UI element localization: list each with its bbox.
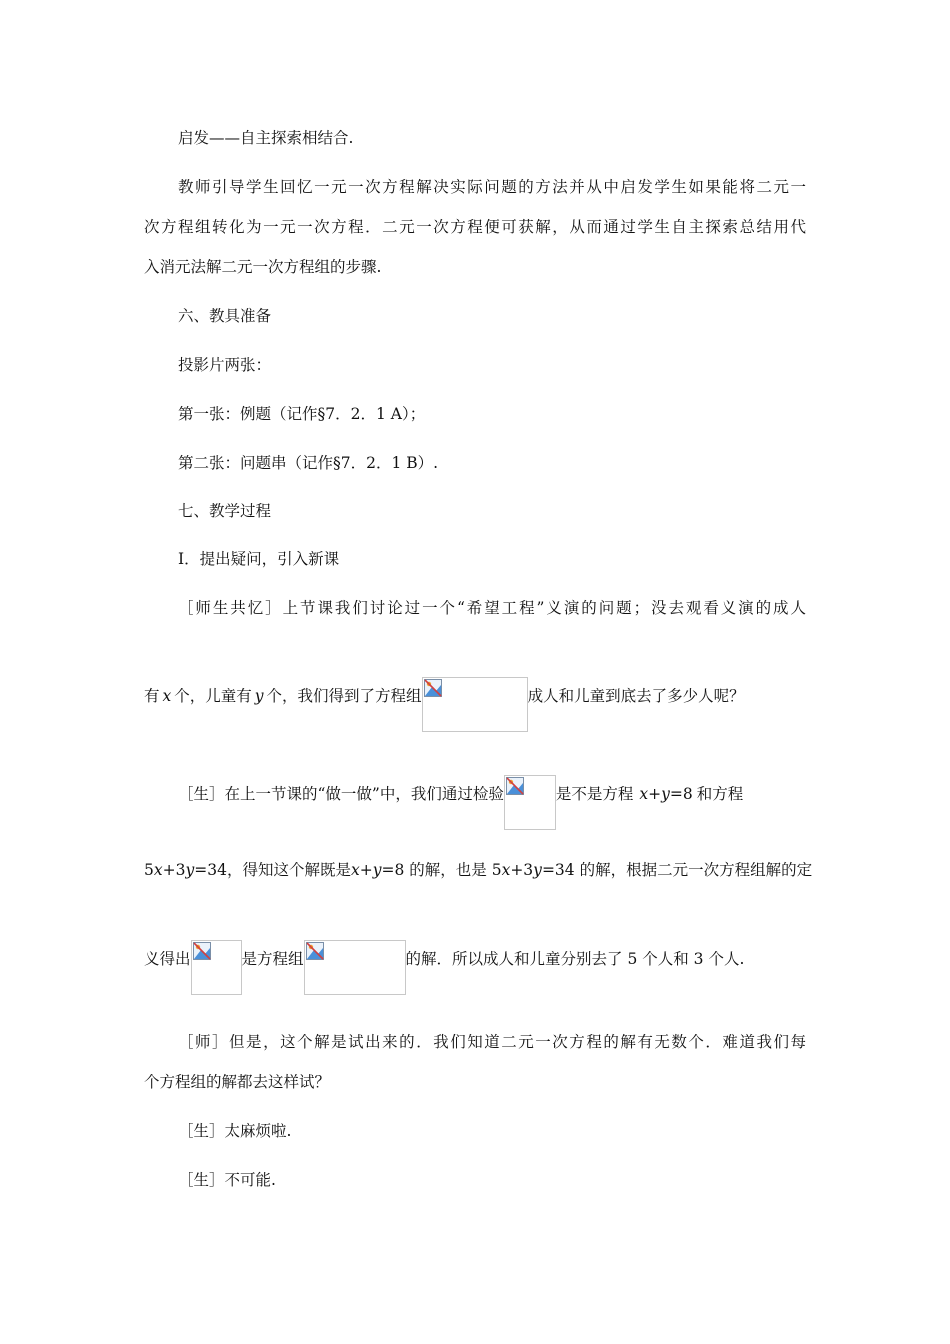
paragraph-student-check	[0, 775, 950, 830]
text: 义得出	[144, 950, 191, 968]
paragraph-teacher-guide-line3	[0, 256, 950, 278]
text: 成人和儿童到底去了多少人呢？	[527, 687, 745, 705]
paragraph-student-reply-1	[0, 1120, 950, 1142]
paragraph-student-reply-2	[0, 1169, 950, 1191]
text: 次方程组转化为一元一次方程．二元一次方程便可获解，从而通过学生自主探索总结用代	[144, 218, 806, 236]
broken-image-icon	[193, 942, 211, 960]
text: ［生］不可能.	[178, 1171, 276, 1189]
broken-image-icon	[506, 777, 524, 795]
solution-image-placeholder	[191, 940, 242, 995]
text: ［师生共忆］上节课我们讨论过一个“希望工程”义演的问题；没去观看义演的成人	[178, 599, 806, 617]
math-y: y	[372, 861, 382, 879]
math-x: x	[162, 687, 172, 705]
paragraph-teacher-question-line1	[0, 1031, 950, 1053]
text: 教师引导学生回忆一元一次方程解决实际问题的方法并从中启发学生如果能将二元一	[178, 178, 806, 196]
text: ［师］但是，这个解是试出来的．我们知道二元一次方程的解有无数个．难道我们每	[178, 1033, 806, 1051]
math-y: y	[254, 687, 264, 705]
heading-process	[0, 500, 950, 522]
text: 个方程组的解都去这样试？	[144, 1073, 331, 1091]
text: 第一张：例题（记作§7．2．1 A）；	[178, 405, 426, 423]
math-x: x	[639, 785, 649, 803]
paragraph-definition	[0, 940, 950, 995]
text: Ⅰ．提出疑问，引入新课	[178, 550, 340, 568]
text: 是不是方程	[555, 785, 634, 803]
paragraph-slides	[0, 354, 950, 376]
math-y: y	[533, 861, 542, 879]
math-y: y	[185, 861, 195, 879]
paragraph-recall	[0, 597, 950, 619]
solution-image-placeholder	[504, 775, 556, 830]
heading-tools	[0, 305, 950, 327]
text: 投影片两张：	[178, 356, 272, 374]
text: +	[359, 861, 373, 879]
text: 的解．所以成人和儿童分别去了 5 个人和 3 个人.	[405, 950, 745, 968]
paragraph-teacher-guide-line1	[0, 176, 950, 198]
text: +3	[510, 861, 534, 879]
paragraph-teacher-question-line2	[0, 1071, 950, 1093]
text: ［生］在上一节课的“做一做”中，我们通过检验	[178, 785, 504, 803]
equation-image-placeholder	[304, 940, 406, 995]
text: 有	[144, 687, 160, 705]
equation-image-placeholder	[422, 677, 528, 732]
paragraph-method	[0, 127, 950, 149]
text: =34 的解，根据二元一次方程组解的定	[541, 861, 813, 879]
math-y: y	[661, 785, 670, 803]
text: 是方程组	[241, 950, 304, 968]
paragraph-equation-system	[0, 677, 950, 732]
broken-image-icon	[306, 942, 324, 960]
text: 第二张：问题串（记作§7．2．1 B）.	[178, 454, 439, 472]
text: 个，儿童有	[174, 687, 252, 705]
text: 六、教具准备	[178, 307, 272, 325]
broken-image-icon	[424, 679, 442, 697]
text: =8	[669, 785, 693, 803]
text: 5	[144, 861, 154, 879]
text: 入消元法解二元一次方程组的步骤.	[144, 258, 382, 276]
paragraph-slide-1	[0, 403, 950, 425]
paragraph-slide-2	[0, 452, 950, 474]
paragraph-teacher-guide-line2	[0, 216, 950, 238]
text: =8 的解，也是 5	[381, 861, 502, 879]
math-x: x	[501, 861, 511, 879]
text: ［生］太麻烦啦.	[178, 1122, 292, 1140]
heading-section-1	[0, 548, 950, 570]
math-x: x	[350, 861, 360, 879]
paragraph-solution-check	[0, 859, 950, 881]
text: 七、教学过程	[178, 502, 272, 520]
math-x: x	[153, 861, 163, 879]
text: +3	[162, 861, 186, 879]
text: 和方程	[696, 785, 744, 803]
text: 个，我们得到了方程组	[266, 687, 422, 705]
text: 启发——自主探索相结合.	[178, 129, 354, 147]
math-plus: +	[648, 785, 662, 803]
text: =34，得知这个解既是	[194, 861, 351, 879]
